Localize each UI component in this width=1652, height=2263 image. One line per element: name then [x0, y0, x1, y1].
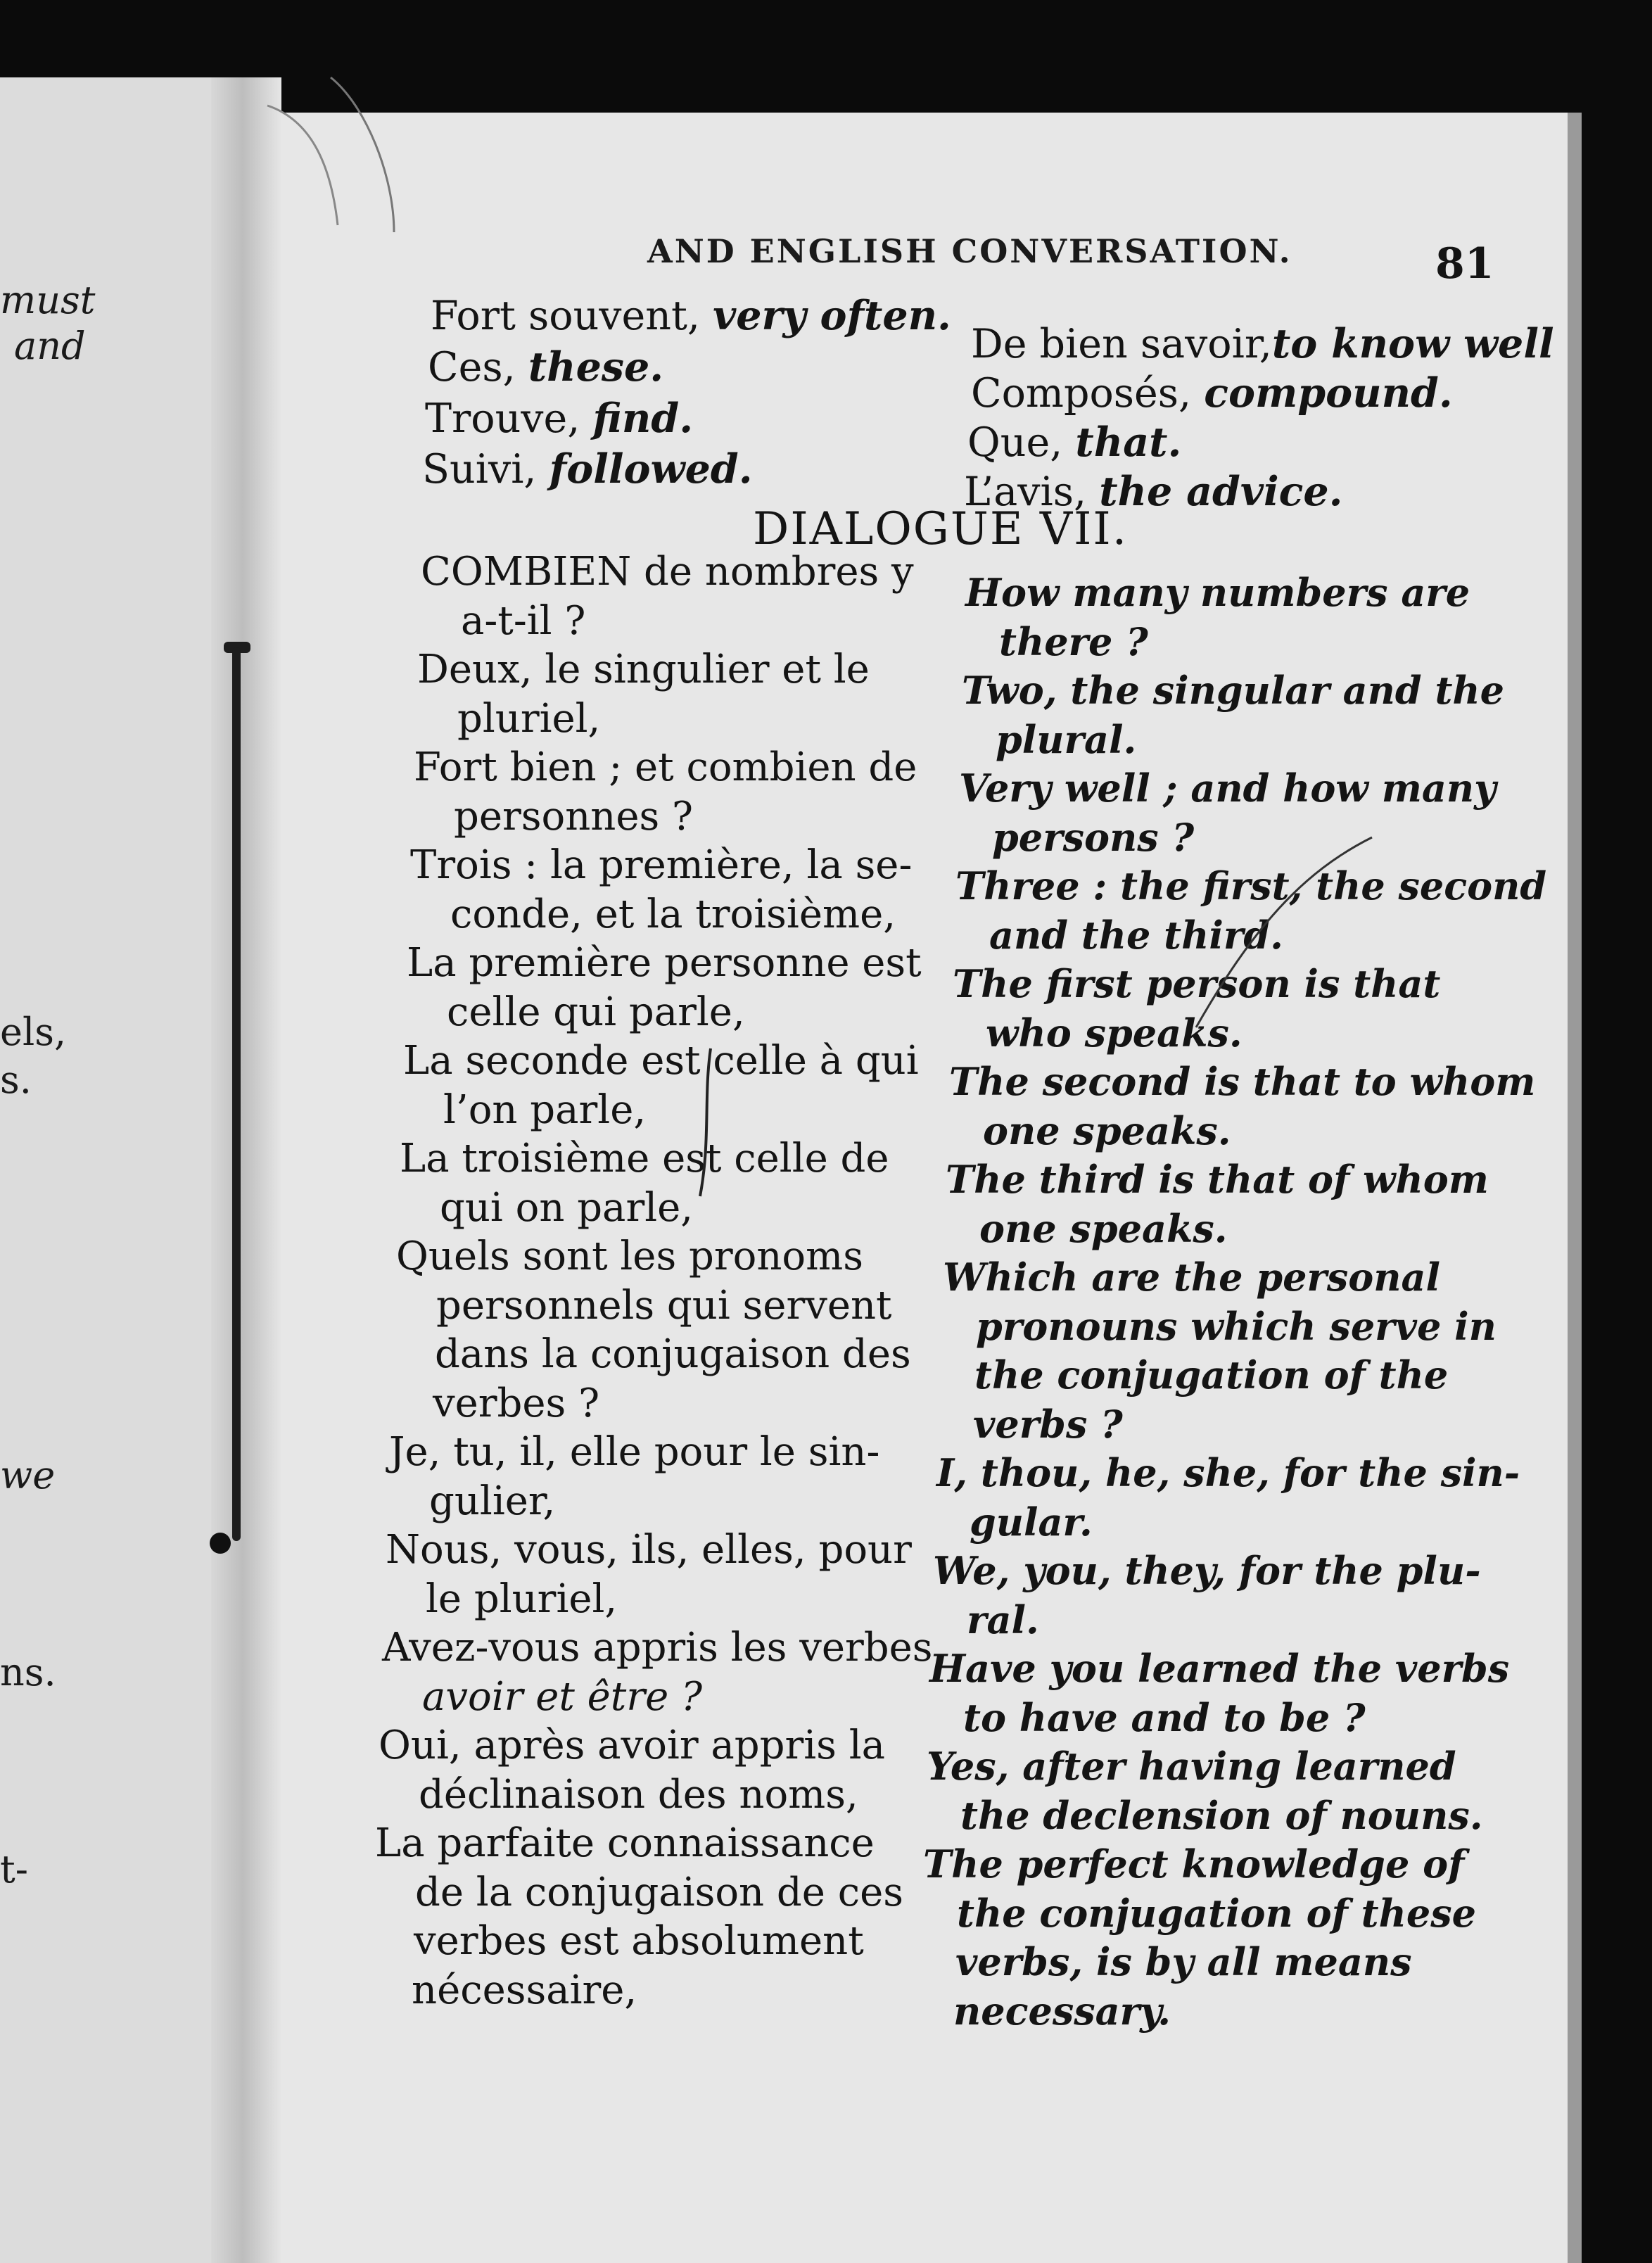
running-head: AND ENGLISH CONVERSATION.	[647, 232, 1292, 270]
english-dialogue-line: plural.	[996, 716, 1137, 762]
english-dialogue-line: Yes, after having learned	[927, 1744, 1456, 1789]
english-dialogue-line: The perfect knowledge of	[923, 1842, 1465, 1887]
english-dialogue-line: one speaks.	[983, 1108, 1231, 1153]
french-dialogue-line: conde, et la troisième,	[450, 891, 896, 937]
vocab-english: find.	[592, 395, 694, 442]
english-dialogue-line: persons ?	[992, 814, 1195, 860]
french-dialogue-line: personnes ?	[454, 793, 694, 839]
french-dialogue-line: personnels qui servent	[436, 1282, 892, 1329]
page-number: 81	[1435, 239, 1494, 289]
french-dialogue-line: Je, tu, il, elle pour le sin-	[389, 1429, 880, 1475]
vocab-english: followed.	[549, 445, 753, 493]
vocab-french: Ces,	[428, 344, 516, 391]
english-dialogue-line: Three : the first, the second	[955, 863, 1547, 908]
french-dialogue-line: a-t-il ?	[461, 597, 586, 644]
english-dialogue-line: and the third.	[989, 912, 1283, 958]
french-dialogue-line: La troisième est celle de	[400, 1136, 889, 1181]
french-dialogue-line: déclinaison des noms,	[419, 1771, 858, 1818]
french-dialogue-line: de la conjugaison de ces	[415, 1869, 903, 1915]
french-dialogue-line: gulier,	[429, 1478, 556, 1524]
english-dialogue-line: pronouns which serve in	[976, 1303, 1497, 1349]
vocab-english: that.	[1075, 419, 1182, 466]
facing-page-fragment: s.	[0, 1058, 32, 1102]
vocab-french: Composés,	[971, 370, 1192, 417]
english-dialogue-line: the conjugation of these	[957, 1890, 1476, 1936]
french-dialogue-line: Fort bien ; et combien de	[414, 744, 917, 790]
english-dialogue-line: The second is that to whom	[949, 1059, 1536, 1104]
facing-page-fragment: ns.	[0, 1650, 56, 1694]
french-dialogue-line: La parfaite connaissance	[375, 1820, 875, 1866]
french-dialogue-line: verbes est absolument	[414, 1918, 864, 1964]
english-dialogue-line: gular.	[970, 1499, 1093, 1545]
english-dialogue-line: necessary.	[953, 1988, 1171, 2034]
english-dialogue-line: The third is that of whom	[946, 1157, 1489, 1202]
english-dialogue-line: the conjugation of the	[974, 1352, 1449, 1397]
french-dialogue-line: COMBIEN de nombres y	[421, 549, 914, 595]
english-dialogue-line: one speaks.	[979, 1205, 1228, 1251]
dialogue-title: DIALOGUE VII.	[753, 503, 1129, 555]
french-dialogue-line: verbes ?	[433, 1380, 600, 1426]
vocab-english: these.	[528, 343, 664, 391]
french-dialogue-line: Deux, le singulier et le	[417, 647, 870, 692]
english-dialogue-line: The first person is that	[953, 961, 1441, 1006]
french-dialogue-line: Oui, après avoir appris la	[379, 1723, 885, 1768]
vocab-french: Suivi,	[422, 446, 537, 493]
english-dialogue-line: Which are the personal	[943, 1255, 1441, 1300]
english-dialogue-line: Very well ; and how many	[959, 766, 1497, 811]
french-dialogue-line: Quels sont les pronoms	[396, 1234, 863, 1279]
english-dialogue-line: Have you learned the verbs	[929, 1646, 1510, 1691]
french-dialogue-line: dans la conjugaison des	[435, 1331, 911, 1377]
french-dialogue-line: celle qui parle,	[447, 989, 745, 1035]
french-dialogue-line: La seconde est celle à qui	[403, 1038, 919, 1084]
facing-page-fragment: els,	[0, 1010, 67, 1054]
french-dialogue-line: pluriel,	[457, 695, 601, 742]
french-dialogue-line: Nous, vous, ils, elles, pour	[386, 1527, 912, 1573]
vocab-english: the advice.	[1099, 468, 1343, 515]
vocab-french: Que,	[967, 419, 1063, 466]
facing-page-fragment: must	[0, 278, 96, 322]
english-dialogue-line: the declension of nouns.	[960, 1792, 1483, 1838]
english-dialogue-line: to have and to be ?	[963, 1694, 1366, 1740]
french-dialogue-line: Avez-vous appris les verbes	[382, 1625, 933, 1671]
vocab-french: Fort souvent,	[431, 293, 700, 339]
english-dialogue-line: there ?	[999, 619, 1148, 664]
vocab-english: to know well	[1271, 320, 1554, 367]
english-dialogue-line: verbs, is by all means	[955, 1939, 1412, 1984]
vocab-french: Trouve,	[425, 395, 580, 442]
french-dialogue-line: Trois : la première, la se-	[410, 842, 913, 888]
french-dialogue-line: nécessaire,	[412, 1967, 637, 2013]
english-dialogue-line: Two, the singular and the	[962, 668, 1505, 713]
english-dialogue-line: ral.	[967, 1597, 1039, 1642]
vocab-french: L’avis,	[964, 469, 1087, 515]
facing-page-fragment: t-	[0, 1847, 28, 1891]
french-dialogue-line: le pluriel,	[426, 1576, 618, 1622]
vocab-english: compound.	[1204, 369, 1453, 417]
english-dialogue-line: who speaks.	[986, 1010, 1243, 1056]
french-dialogue-line: La première personne est	[407, 940, 922, 986]
english-dialogue-line: We, you, they, for the plu-	[933, 1548, 1481, 1593]
english-dialogue-line: I, thou, he, she, for the sin-	[936, 1450, 1520, 1495]
french-dialogue-line: l’on parle,	[443, 1086, 647, 1133]
vocab-french: De bien savoir,	[971, 321, 1272, 367]
facing-page-fragment: and	[14, 324, 86, 368]
english-dialogue-line: How many numbers are	[965, 570, 1470, 615]
vocab-english: very often.	[713, 292, 951, 339]
french-dialogue-line: avoir et être ?	[422, 1673, 703, 1720]
french-dialogue-line: qui on parle,	[440, 1184, 694, 1231]
english-dialogue-line: verbs ?	[973, 1401, 1123, 1447]
facing-page-fragment: we	[0, 1453, 56, 1497]
